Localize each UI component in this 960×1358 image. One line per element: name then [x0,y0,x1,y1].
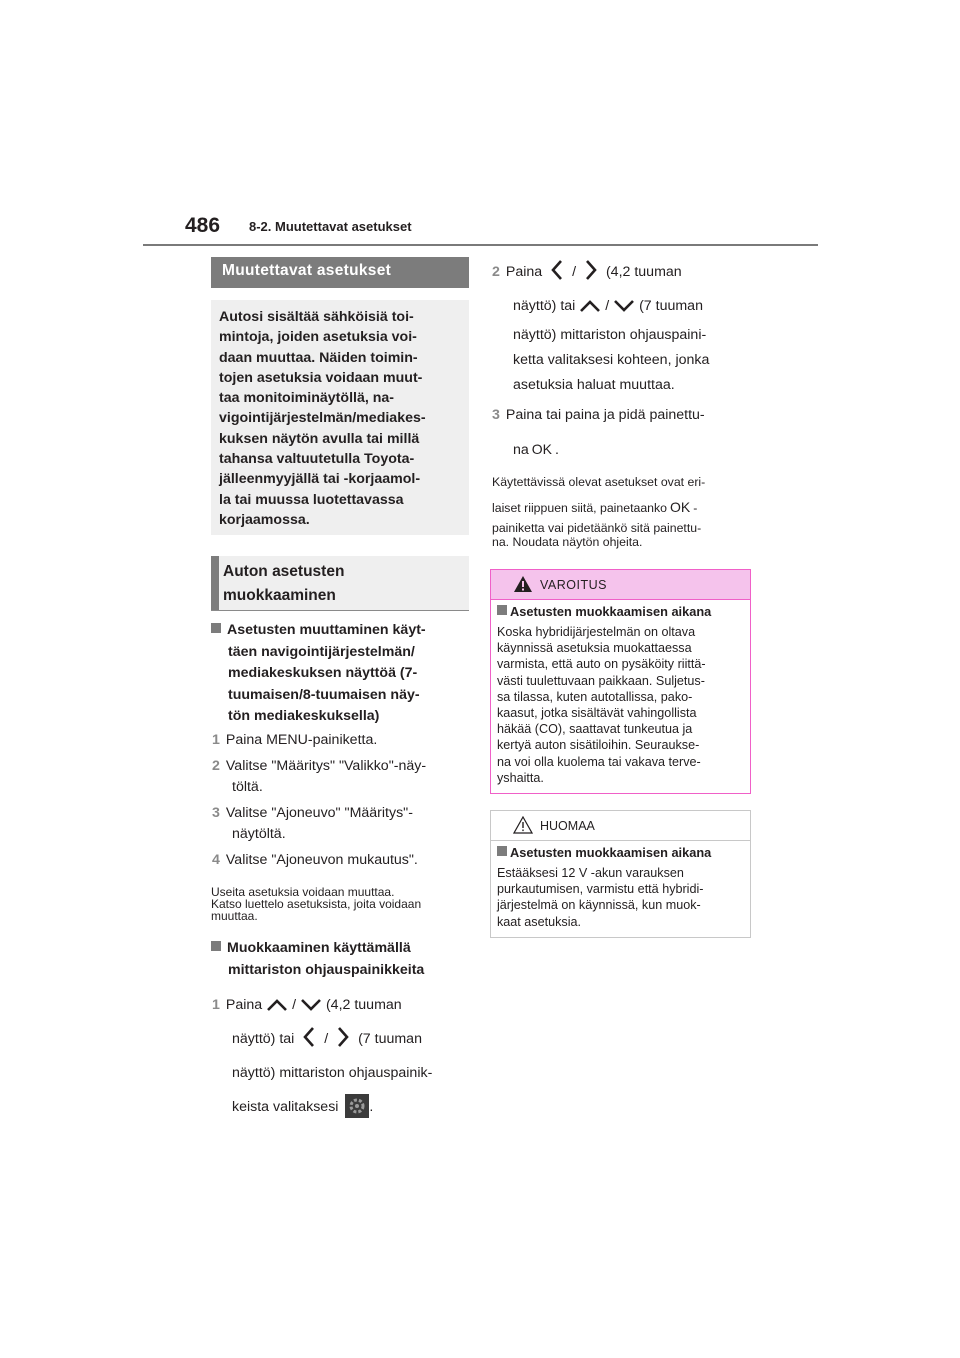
step-text: / [324,1031,329,1047]
gear-icon [345,1094,369,1118]
heading-line: täen navigointijärjestelmän/ [228,643,415,660]
warning-label: VAROITUS [540,578,607,592]
step-text: Paina MENU-painiketta. [225,732,378,748]
page-number: 486 [185,214,221,237]
warning-line: na voi olla kuolema tai vakava terve- [497,754,701,769]
chapter-title: 8-2. Muutettavat asetukset [249,219,412,234]
block2-step3 [492,398,754,467]
subheading-text: Asetusten muokkaamisen aikana [510,604,712,619]
heading-line: tön mediakeskuksella) [228,708,380,724]
step-number: 4 [212,852,220,868]
step-text: Paina [225,997,263,1013]
subsection-title-line: Auton asetusten [223,563,345,580]
step-number: 3 [212,805,220,821]
chevron-down-icon [613,299,635,313]
step-text: ketta valitaksesi kohteen, jonka [513,352,710,368]
note-line: - [693,501,698,515]
step-text: näyttö) tai [513,298,576,314]
subsection-title [223,560,344,608]
warning-header [491,570,750,600]
square-bullet-icon [211,941,221,951]
warning-line: sa tilassa, kuten autotallissa, pako- [497,689,693,704]
ok-button-symbol: OK [670,499,691,515]
intro-line: tojen asetuksia voidaan muut- [219,369,423,386]
square-bullet-icon [497,846,507,856]
notice-line: purkautumisen, varmistu että hybridi- [497,882,704,897]
subsection-accent [211,556,219,610]
intro-line: vigointijärjestelmän/mediakes- [219,410,426,427]
intro-line: korjaamossa. [219,511,310,528]
intro-line: daan muuttaa. Näiden toimin- [219,349,418,366]
intro-line: Autosi sisältää sähköisiä toi- [219,309,414,325]
step-item [212,756,472,798]
subsection-title-line: muokkaaminen [223,587,336,604]
warning-line: Koska hybridijärjestelmän on oltava [497,625,696,639]
heading-line: Asetusten muuttaminen käyt- [227,622,426,638]
intro-line: taa monitoiminäytöllä, na- [219,390,395,407]
step-text: Valitse "Ajoneuvon mukautus". [225,852,418,868]
warning-box [490,569,751,794]
warning-line: käynnissä asetuksia muokattaessa [497,641,692,656]
step-text: (7 tuuman [639,298,703,314]
block2-heading [211,938,471,981]
section-title: Muutettavat asetukset [222,262,392,279]
warning-line: kaasut, jotka sisältävät vahingollista [497,706,697,721]
step-text: . [555,442,559,458]
step-text: (4,2 tuuman [605,264,682,280]
subsection-title-bar [211,556,469,611]
intro-line: mintoja, joiden asetuksia voi- [219,329,417,346]
step-text: / [605,298,610,314]
note-line: Käytettävissä olevat asetukset ovat eri- [492,475,706,489]
notice-text [497,865,747,930]
step-number: 1 [212,997,220,1013]
warning-line: varmista, että auto on pysäköity riittä- [497,657,706,672]
heading-line: tuumaisen/8-tuumaisen näy- [228,686,420,703]
block1-steps [212,730,472,871]
step-text: näyttö) tai [232,1031,295,1047]
step-text: / [292,997,297,1013]
intro-line: kuksen näytön avulla tai millä [219,430,420,447]
warning-subheading [497,604,711,619]
note-line: laiset riippuen siitä, painetaanko [492,501,668,515]
intro-box [211,300,469,535]
step-text: / [572,264,577,280]
square-bullet-icon [211,623,221,633]
step-number: 2 [212,758,220,774]
chevron-left-icon [550,259,564,281]
warning-text [497,624,747,786]
notice-box [490,810,751,938]
block2-note [492,470,754,549]
step-text: näyttö) mittariston ohjauspainik- [232,1065,433,1081]
heading-line: mittariston ohjauspainikkeita [228,961,425,978]
subheading-text: Asetusten muokkaamisen aikana [510,845,712,860]
step-text: (4,2 tuuman [325,997,402,1013]
step-text: näytöltä. [232,826,286,842]
warning-triangle-icon [513,575,533,593]
step-text: (7 tuuman [358,1031,422,1047]
chevron-down-icon [300,998,322,1012]
step-text: asetuksia haluat muuttaa. [513,377,675,393]
step-item [212,730,472,751]
note-line: na. Noudata näytön ohjeita. [492,535,643,549]
chevron-right-icon [336,1026,350,1048]
notice-header [491,811,750,841]
notice-label: HUOMAA [540,819,595,833]
step-number: 1 [212,732,220,748]
notice-line: järjestelmä on käynnissä, kun muok- [497,898,701,913]
intro-text [219,307,464,530]
chevron-right-icon [584,259,598,281]
step-item [212,850,472,871]
caution-triangle-icon [513,816,533,834]
note-line: Katso luettelo asetuksista, joita voidaan [211,897,422,911]
square-bullet-icon [497,605,507,615]
step-number: 2 [492,264,500,280]
notice-subheading [497,845,711,860]
chevron-left-icon [302,1026,316,1048]
intro-line: jälleenmyyjällä tai -korjaamol- [219,471,421,488]
step-text: Valitse "Ajoneuvo" "Määritys"- [225,805,413,821]
step-text: Paina [505,264,543,280]
note-line: muuttaa. [211,909,258,923]
notice-line: Estääksesi 12 V -akun varauksen [497,866,684,880]
intro-line: tahansa valtuutetulla Toyota- [219,451,415,468]
warning-line: kertyä auton sisätiloihin. Seuraukse- [497,738,700,753]
note-line: Useita asetuksia voidaan muuttaa. [211,885,395,899]
block2-step1 [212,988,474,1124]
warning-line: häkää (CO), saattavat tunkeutua ja [497,722,693,737]
step-text: na [513,442,529,458]
block1-note [211,886,471,922]
heading-line: Muokkaaminen käyttämällä [227,940,411,956]
note-line: painiketta vai pidetäänkö sitä painettu- [492,521,702,535]
settings-gear-icon [345,1094,369,1118]
section-title-bar [211,257,469,288]
chevron-up-icon [266,998,288,1012]
step-text: . [369,1099,374,1115]
step-text: Valitse "Määritys" "Valikko"-näy- [225,758,427,774]
ok-button-symbol: OK [531,441,553,457]
step-number: 3 [492,407,500,423]
chevron-up-icon [579,299,601,313]
notice-line: kaat asetuksia. [497,914,582,929]
header-divider [143,244,818,246]
step-text: keista valitaksesi [232,1099,339,1115]
step-text: näyttö) mittariston ohjauspaini- [513,327,707,343]
block2-step2 [492,255,754,398]
warning-line: västi tuulettuvaan paikkaan. Suljetus- [497,673,705,688]
step-text: Paina tai paina ja pidä painettu- [505,407,705,423]
block1-heading [211,620,471,728]
intro-line: la tai muussa luotettavassa [219,491,404,508]
step-text: töltä. [232,779,263,795]
warning-line: yshaitta. [497,770,544,785]
step-item [212,803,472,845]
heading-line: mediakeskuksen näyttöä (7- [228,665,418,681]
